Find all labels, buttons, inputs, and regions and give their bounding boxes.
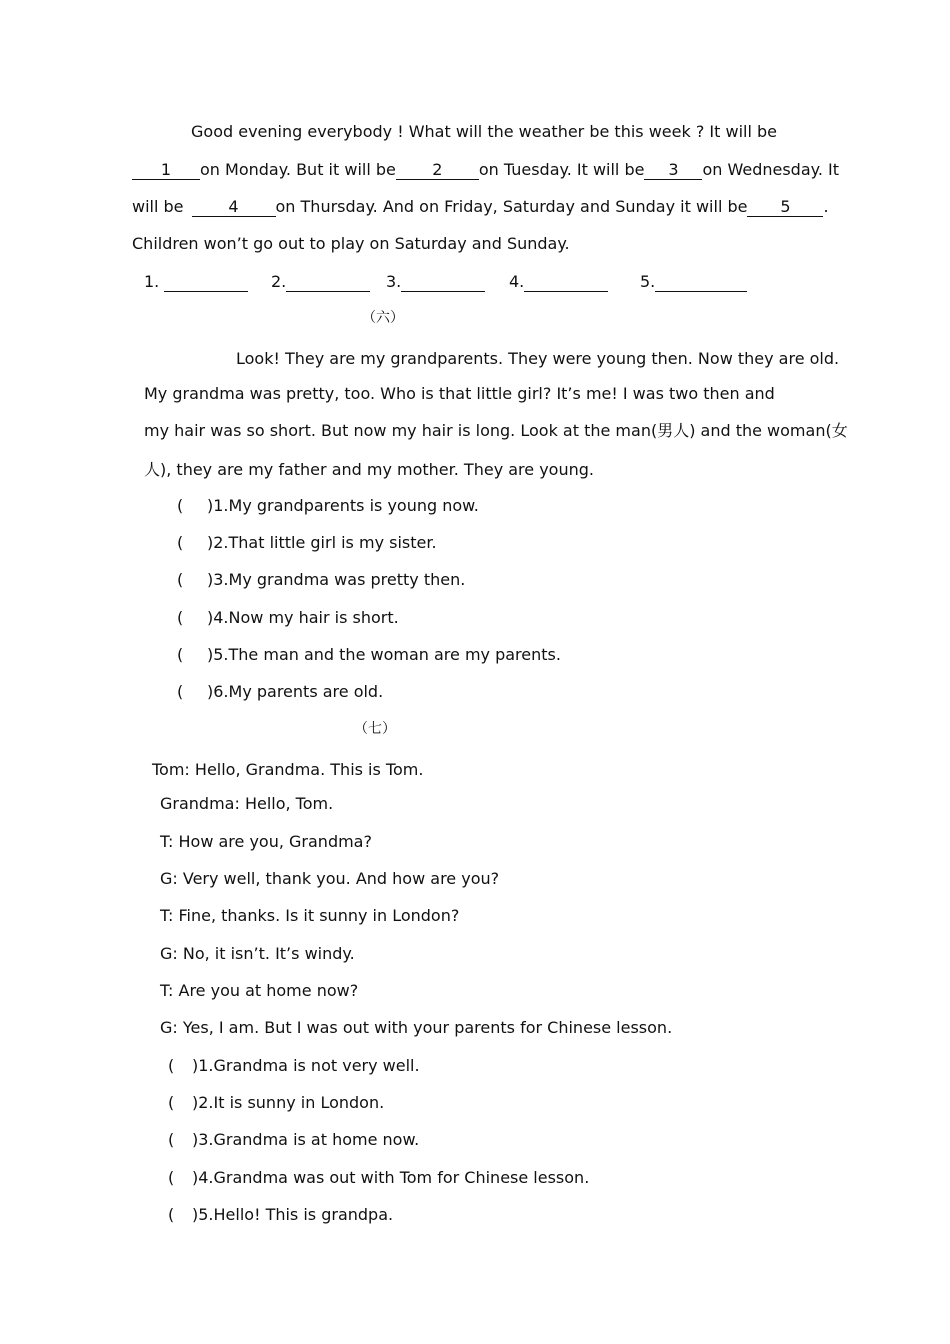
answer-blank-3[interactable] (401, 273, 485, 292)
blank-2: 2 (396, 161, 479, 180)
section-6-question-1[interactable]: ( )1.My grandparents is young now. (177, 496, 479, 515)
weather-line-4: Children won’t go out to play on Saturday and Sunday. (132, 234, 570, 253)
dialogue-line-5: T: Fine, thanks. Is it sunny in London? (160, 906, 460, 925)
weather-line-1: Good evening everybody ! What will the weather be this week ? It will be (191, 122, 777, 141)
blank-1: 1 (132, 161, 200, 180)
answer-2: 2. (271, 272, 370, 292)
section-6-para-4: 人), they are my father and my mother. They are young. (144, 460, 594, 479)
section-6-question-4[interactable]: ( )4.Now my hair is short. (177, 608, 399, 627)
section-6-question-3[interactable]: ( )3.My grandma was pretty then. (177, 570, 466, 589)
section-7-question-2[interactable]: ( )2.It is sunny in London. (168, 1093, 385, 1112)
weather-line-3: will be 4 on Thursday. And on Friday, Saturday and Sunday it will be 5 . (132, 197, 829, 216)
section-6-question-5[interactable]: ( )5.The man and the woman are my parents. (177, 645, 561, 664)
weather-line-2: 1 on Monday. But it will be 2 on Tuesday. It will be 3 on Wednesday. It (132, 160, 839, 180)
answer-blank-5[interactable] (655, 273, 747, 292)
section-7-question-1[interactable]: ( )1.Grandma is not very well. (168, 1056, 420, 1075)
answer-5: 5. (640, 272, 747, 292)
dialogue-line-3: T: How are you, Grandma? (160, 832, 372, 851)
answer-3: 3. (386, 272, 485, 292)
dialogue-line-1: Tom: Hello, Grandma. This is Tom. (152, 760, 424, 779)
section-7-question-3[interactable]: ( )3.Grandma is at home now. (168, 1130, 420, 1149)
dialogue-line-2: Grandma: Hello, Tom. (160, 794, 334, 813)
section-6-para-3: my hair was so short. But now my hair is long. Look at the man(男人) and the woman(女 (144, 421, 848, 440)
section-6-para-2: My grandma was pretty, too. Who is that little girl? It’s me! I was two then and (144, 384, 775, 403)
section-6-para-1: Look! They are my grandparents. They were young then. Now they are old. (236, 349, 840, 368)
answer-4: 4. (509, 272, 608, 292)
blank-3: 3 (644, 161, 702, 180)
dialogue-line-4: G: Very well, thank you. And how are you? (160, 869, 500, 888)
section-6-question-6[interactable]: ( )6.My parents are old. (177, 682, 384, 701)
section-7-question-4[interactable]: ( )4.Grandma was out with Tom for Chinese lesson. (168, 1168, 590, 1187)
section-7-question-5[interactable]: ( )5.Hello! This is grandpa. (168, 1205, 394, 1224)
section-7-heading: （七） (354, 721, 396, 737)
blank-5: 5 (747, 198, 823, 217)
dialogue-line-6: G: No, it isn’t. It’s windy. (160, 944, 355, 963)
answer-blank-4[interactable] (524, 273, 608, 292)
section-6-question-2[interactable]: ( )2.That little girl is my sister. (177, 533, 437, 552)
answer-blank-1[interactable] (164, 273, 248, 292)
answer-1: 1. (144, 272, 248, 292)
answer-blank-2[interactable] (286, 273, 370, 292)
section-6-heading: （六） (362, 310, 404, 326)
blank-4: 4 (192, 198, 276, 217)
dialogue-line-7: T: Are you at home now? (160, 981, 359, 1000)
dialogue-line-8: G: Yes, I am. But I was out with your parents for Chinese lesson. (160, 1018, 673, 1037)
